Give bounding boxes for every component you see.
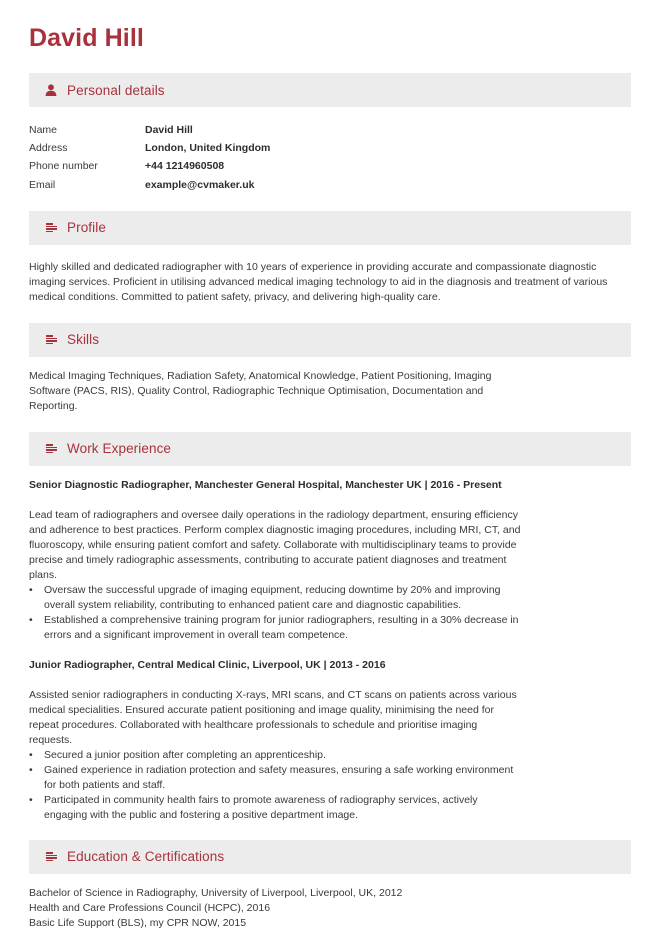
- detail-label: Email: [29, 178, 56, 191]
- job-achievements: [29, 583, 523, 643]
- detail-value: +44 1214960508: [145, 160, 225, 173]
- list-item: • Oversaw the successful upgrade of imaging equipment, reducing downtime by 20% and improving overall system reliability, contributing to enhanced patient care and diagnostic capabilities.: [29, 583, 523, 613]
- education-item: Health and Care Professions Council (HCPC), 2016: [29, 901, 271, 914]
- job-description: Lead team of radiographers and oversee daily operations in the radiology department, ensuring efficiency and adherence to best practices. Perform complex diagnostic imaging procedures, including MRI, CT, and fluoroscopy, while ensuring patient comfort and safety. Collaborate with multidisciplinary teams to provide precise and timely radiographic assessments, contributing to accurate patient diagnoses and treatment plans.: [29, 508, 521, 581]
- skills-text: Medical Imaging Techniques, Radiation Safety, Anatomical Knowledge, Patient Positioning, Imaging Software (PACS, RIS), Quality Control, Radiographic Technique Optimisation, Documentation and Reporting.: [29, 369, 492, 412]
- section-header-profile: [29, 211, 631, 245]
- detail-label: Address: [29, 142, 68, 155]
- job-title: Senior Diagnostic Radiographer, Manchester General Hospital, Manchester UK | 2016 - Present: [29, 478, 502, 491]
- detail-label: Phone number: [29, 160, 98, 173]
- section-title: Work Experience: [67, 441, 172, 457]
- person-icon: [45, 84, 57, 96]
- detail-label: Name: [29, 124, 58, 136]
- candidate-name: David Hill: [29, 24, 144, 52]
- section-title: Personal details: [67, 82, 165, 98]
- personal-details-table: [29, 121, 631, 194]
- job-description: Assisted senior radiographers in conducting X-rays, MRI scans, and CT scans on patients across various medical specialities. Ensured accurate patient positioning and image quality, minimising the need for repeat procedures. Collaborated with healthcare professionals to schedule and prioritise imaging requests.: [29, 688, 517, 746]
- section-header-personal-details: [29, 73, 631, 107]
- detail-value: London, United Kingdom: [145, 142, 271, 155]
- section-header-skills: [29, 323, 631, 357]
- list-item: • Established a comprehensive training program for junior radiographers, resulting in a 30% decrease in errors and a significant improvement in overall team competence.: [29, 613, 523, 643]
- list-item: • Participated in community health fairs to promote awareness of radiography services, actively engaging with the public and fostering a positive department image.: [29, 793, 523, 823]
- lines-icon: [45, 443, 57, 455]
- lines-icon: [45, 334, 57, 346]
- profile-text: Highly skilled and dedicated radiographer with 10 years of experience in providing accurate and compassionate diagnostic imaging services. Proficient in utilising advanced medical imaging technology to aid in the diagnosis and treatment of various medical conditions. Committed to patient safety, privacy, and delivering high-quality care.: [29, 260, 608, 303]
- education-item: Basic Life Support (BLS), my CPR NOW, 2015: [29, 916, 247, 929]
- section-header-work-experience: [29, 432, 631, 466]
- lines-icon: [45, 851, 57, 863]
- education-item: Bachelor of Science in Radiography, University of Liverpool, Liverpool, UK, 2012: [29, 886, 403, 899]
- job-title: Junior Radiographer, Central Medical Clinic, Liverpool, UK | 2013 - 2016: [29, 658, 386, 671]
- lines-icon: [45, 222, 57, 234]
- section-header-education: [29, 840, 631, 874]
- section-title: Profile: [67, 220, 106, 236]
- job-achievements: [29, 748, 523, 823]
- detail-row-address: [29, 139, 631, 157]
- detail-row-email: [29, 176, 631, 194]
- job-entry: [29, 478, 631, 643]
- job-entry: [29, 658, 631, 823]
- detail-value: example@cvmaker.uk: [145, 178, 255, 191]
- education-list: [29, 886, 631, 931]
- list-item: • Gained experience in radiation protection and safety measures, ensuring a safe working environment for both patients and staff.: [29, 763, 523, 793]
- detail-value: David Hill: [145, 124, 193, 136]
- section-title: Skills: [67, 332, 100, 348]
- detail-row-phone: [29, 157, 631, 175]
- list-item: • Secured a junior position after completing an apprenticeship.: [29, 748, 523, 763]
- detail-row-name: [29, 121, 631, 139]
- section-title: Education & Certifications: [67, 849, 225, 865]
